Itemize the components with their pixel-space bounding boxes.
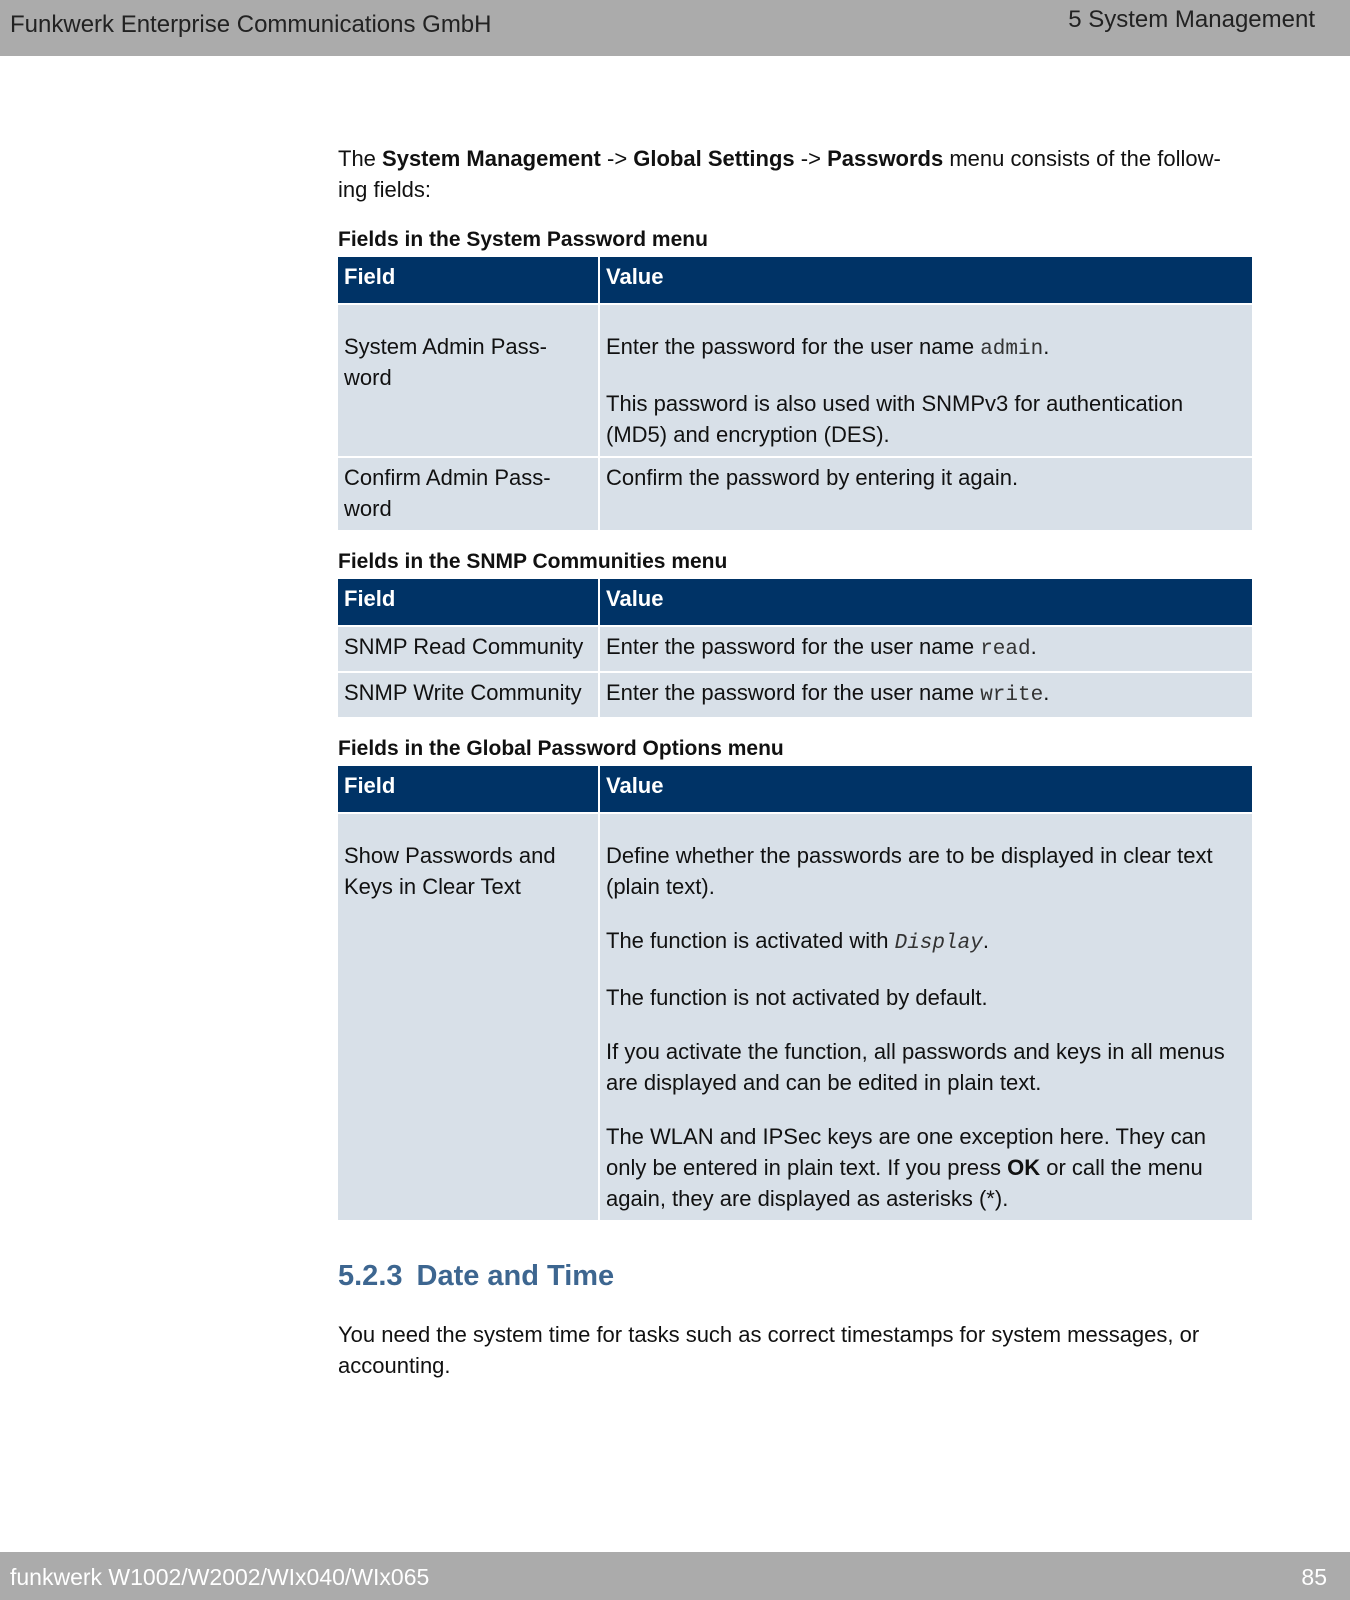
table-row xyxy=(338,457,1252,530)
intro-paragraph xyxy=(338,143,1252,205)
column-header-value: Value xyxy=(599,257,1252,304)
global-password-options-table xyxy=(338,766,1252,1220)
field-cell: Show Passwords and Keys in Clear Text xyxy=(338,813,599,1220)
field-name: word xyxy=(344,365,392,390)
table-header-row xyxy=(338,766,1252,813)
page-number: 85 xyxy=(1301,1564,1327,1590)
page-footer xyxy=(0,1552,1350,1600)
header-chapter: 5 System Management xyxy=(1068,6,1315,33)
system-password-table xyxy=(338,257,1252,530)
field-name: System Admin Pass- xyxy=(344,334,547,359)
table-title-global-password-options: Fields in the Global Password Options menu xyxy=(338,737,784,760)
footer-product: funkwerk W1002/W2002/WIx040/WIx065 xyxy=(10,1564,430,1590)
value-paragraph: If you activate the function, all passwords and keys in all menus are displayed and can be edited in plain text. xyxy=(606,1039,1225,1095)
code-write: write xyxy=(980,684,1044,707)
table-title-snmp-communities: Fields in the SNMP Communities menu xyxy=(338,550,728,573)
value-paragraph xyxy=(606,925,1246,959)
section-paragraph: You need the system time for tasks such as correct timestamps for system messages, or accounting. xyxy=(338,1322,1200,1378)
value-text: . xyxy=(1043,680,1050,705)
menu-path-separator: -> xyxy=(600,146,634,171)
section-number: 5.2.3 xyxy=(338,1260,403,1292)
value-paragraph xyxy=(606,331,1246,365)
field-name: word xyxy=(344,496,392,521)
menu-path-global-settings: Global Settings xyxy=(633,146,795,171)
table-row xyxy=(338,813,1252,1220)
column-header-value: Value xyxy=(599,766,1252,813)
value-cell xyxy=(599,672,1252,717)
value-text: . xyxy=(1030,634,1037,659)
value-text: or call the menu again, they are displayed as asterisks (*). xyxy=(606,1155,1203,1211)
value-cell xyxy=(599,813,1252,1220)
intro-text: The xyxy=(338,146,383,171)
table-row xyxy=(338,626,1252,672)
table-header-row xyxy=(338,257,1252,304)
value-text: Enter the password for the user name xyxy=(606,680,981,705)
code-display: Display xyxy=(894,932,983,955)
snmp-communities-table xyxy=(338,579,1252,717)
field-cell xyxy=(338,457,599,530)
field-cell xyxy=(338,304,599,457)
value-text: Enter the password for the user name xyxy=(606,334,981,359)
code-read: read xyxy=(980,638,1031,661)
column-header-value: Value xyxy=(599,579,1252,626)
table-row xyxy=(338,672,1252,717)
field-cell: SNMP Write Community xyxy=(338,672,599,717)
intro-text: ing fields: xyxy=(338,177,431,202)
code-admin: admin xyxy=(980,338,1044,361)
column-header-field: Field xyxy=(338,766,599,813)
table-title-system-password: Fields in the System Password menu xyxy=(338,228,708,251)
value-paragraph xyxy=(606,1121,1246,1214)
page-header xyxy=(0,0,1350,56)
table-row xyxy=(338,304,1252,457)
field-cell: SNMP Read Community xyxy=(338,626,599,672)
menu-path-separator: -> xyxy=(794,146,828,171)
value-text: The function is activated with xyxy=(606,928,895,953)
section-heading xyxy=(338,1260,1252,1293)
value-text: . xyxy=(982,928,989,953)
value-paragraph: This password is also used with SNMPv3 for authentication (MD5) and encryption (DES). xyxy=(606,391,1184,447)
header-company: Funkwerk Enterprise Communications GmbH xyxy=(10,11,492,38)
menu-path-system-management: System Management xyxy=(382,146,601,171)
menu-path-passwords: Passwords xyxy=(827,146,944,171)
page-content xyxy=(338,143,1252,1381)
value-paragraph: The function is not activated by default. xyxy=(606,985,988,1010)
intro-text: menu consists of the follow- xyxy=(943,146,1221,171)
ok-label: OK xyxy=(1007,1155,1041,1180)
column-header-field: Field xyxy=(338,257,599,304)
column-header-field: Field xyxy=(338,579,599,626)
value-cell xyxy=(599,304,1252,457)
value-text: The WLAN and IPSec keys are one exception here. They can only be entered in plain text. If you press xyxy=(606,1124,1207,1180)
section-title: Date and Time xyxy=(416,1260,615,1292)
value-cell: Confirm the password by entering it again. xyxy=(599,457,1252,530)
value-paragraph: Define whether the passwords are to be displayed in clear text (plain text). xyxy=(606,843,1213,899)
value-text: Enter the password for the user name xyxy=(606,634,981,659)
value-text: . xyxy=(1043,334,1050,359)
value-cell xyxy=(599,626,1252,672)
table-header-row xyxy=(338,579,1252,626)
field-name: Confirm Admin Pass- xyxy=(344,465,551,490)
